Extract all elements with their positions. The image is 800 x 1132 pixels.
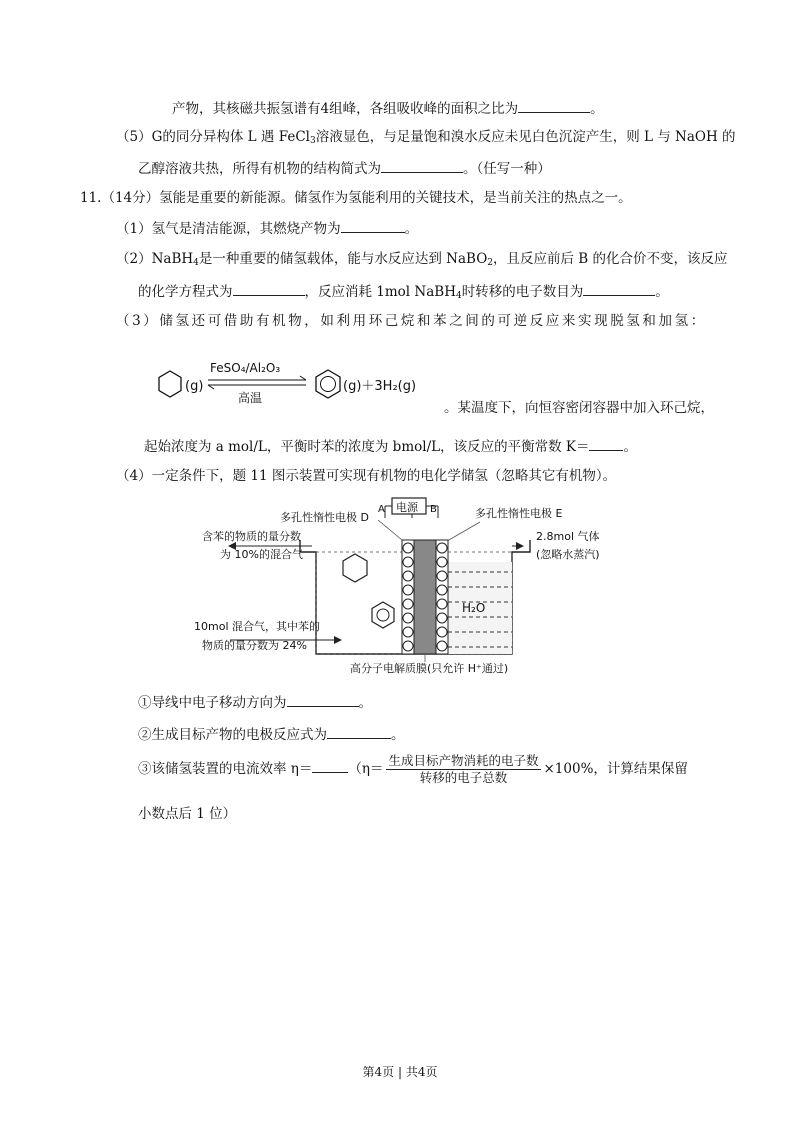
q11-part3-line2: 起始浓度为 a mol/L，平衡时苯的浓度为 bmol/L，该反应的平衡常数 K＝ 。 [144, 436, 637, 457]
left-top-label-2: 为 10%的混合气 [220, 548, 303, 561]
electrode-e-label: 多孔性惰性电极 E [475, 507, 563, 520]
answer-blank[interactable] [312, 758, 348, 773]
left-top-label-1: 含苯的物质的量分数 [202, 530, 301, 543]
q11-part4: （4）一定条件下，题 11 图示装置可实现有机物的电化学储氢（忽略其它有机物）。 [116, 468, 617, 484]
q11-sub2: ②生成目标产物的电极反应式为 。 [138, 724, 405, 745]
answer-blank[interactable] [287, 692, 359, 707]
answer-blank[interactable] [233, 281, 305, 296]
page-footer: 第4页 | 共4页 [362, 1065, 438, 1079]
left-bottom-label-1: 10mol 混合气，其中苯的 [194, 620, 320, 633]
electrochemical-cell-figure [190, 492, 600, 680]
left-bottom-label-2: 物质的量分数为 24% [202, 639, 307, 652]
terminal-a-label: A [378, 504, 385, 515]
water-label: H₂O [462, 601, 486, 615]
answer-blank[interactable] [327, 724, 391, 739]
benzene-icon [316, 370, 340, 398]
q11-part3-after: 。某温度下，向恒容密闭容器中加入环己烷， [444, 400, 714, 416]
efficiency-fraction: $\frac{\text{生成目标产物消耗的电子数}}{\text{转移的电子总数}}$ [388, 753, 539, 785]
reaction-equation [140, 355, 450, 411]
q11-intro: 11.（14分）氢能是重要的新能源。储氢作为氢能利用的关键技术，是当前关注的热点之一。 [80, 190, 632, 206]
electrode-d-label: 多孔性惰性电极 D [280, 511, 369, 524]
cyclohexane-icon [159, 371, 181, 397]
q10-part5-line1: （5）G的同分异构体 L 遇 FeCl$_3$溶液显色，与足量饱和溴水反应未见白色沉淀产生，则 L 与 NaOH 的 [116, 129, 736, 146]
membrane-label: 高分子电解质膜(只允许 H⁺通过) [350, 662, 509, 675]
q10-part5-line2: 乙醇溶液共热，所得有机物的结构简式为 。（任写一种） [138, 158, 551, 179]
membrane [414, 540, 436, 654]
q11-part2-line1: （2）NaBH$_4$是一种重要的储氢载体，能与水反应达到 NaBO$_2$，且反应前后 B 的化合价不变，该反应 [116, 251, 728, 268]
catalyst-label: FeSO₄/Al₂O₃ [210, 361, 281, 375]
terminal-b-label: B [430, 504, 437, 515]
q10-line1: 产物，其核磁共振氢谱有4组峰，各组吸收峰的面积之比为 。 [172, 98, 604, 119]
right-top-label-2: (忽略水蒸汽) [536, 548, 600, 561]
product-label: (g)＋3H₂(g) [343, 379, 417, 394]
q11-part1: （1）氢气是清洁能源，其燃烧产物为 。 [116, 218, 418, 239]
q11-sub1: ①导线中电子移动方向为 。 [138, 692, 372, 713]
answer-blank[interactable] [583, 281, 655, 296]
q11-sub3-line1: ③该储氢装置的电流效率 η＝ （η＝ $\frac{\text{生成目标产物消耗的电子数}}{\text{转移的电子总数}}$ ×100%，计算结果保留 [138, 753, 688, 785]
right-top-label-1: 2.8mol 气体 [536, 530, 600, 543]
q11-sub3-line2: 小数点后 1 位） [138, 806, 237, 822]
q11-part2-line2: 的化学方程式为 ，反应消耗 1mol NaBH$_4$时转移的电子数目为 。 [138, 281, 669, 306]
answer-blank[interactable] [341, 218, 405, 233]
condition-label: 高温 [238, 391, 263, 405]
answer-blank[interactable] [518, 98, 590, 113]
answer-blank[interactable] [381, 158, 463, 173]
cyclohexane-icon [343, 554, 367, 582]
benzene-icon [372, 602, 394, 628]
answer-blank[interactable] [589, 436, 623, 451]
power-label: 电源 [396, 501, 418, 514]
q11-part3: （3）储氢还可借助有机物，如利用环己烷和苯之间的可逆反应来实现脱氢和加氢： [116, 313, 707, 329]
g-left: (g) [185, 379, 204, 394]
